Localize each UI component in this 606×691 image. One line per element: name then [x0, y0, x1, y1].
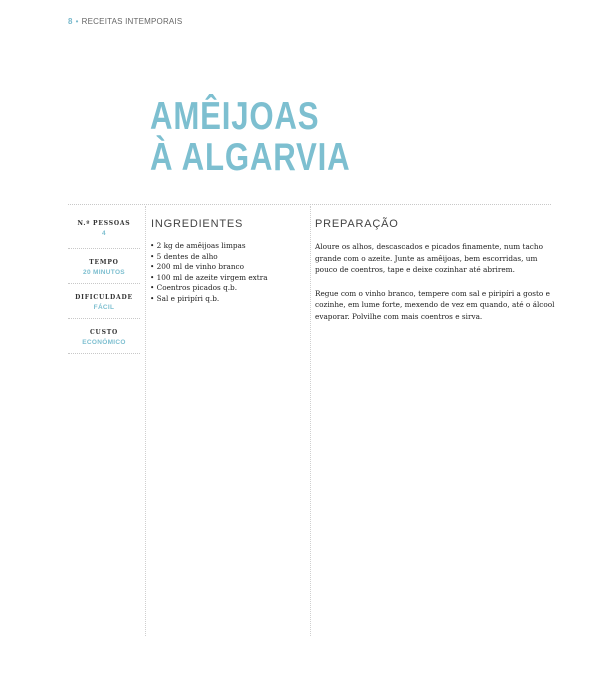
stat-time: [68, 249, 140, 284]
stat-value: 20 MINUTOS: [83, 269, 125, 276]
ingredient-item: • 2 kg de amêijoas limpas: [150, 241, 268, 252]
title-divider: [68, 204, 551, 205]
column-divider-left: [145, 206, 146, 636]
ingredients-heading: INGREDIENTES: [151, 218, 244, 230]
column-divider-right: [310, 206, 311, 636]
stat-value: ECONÓMICO: [82, 339, 126, 346]
stat-difficulty: [68, 284, 140, 319]
stat-label: TEMPO: [89, 259, 119, 266]
stat-label: CUSTO: [89, 329, 119, 336]
preparation-text: [315, 241, 555, 334]
ingredients-list: [150, 241, 268, 304]
recipe-title-line2: À ALGARVIA: [150, 136, 351, 179]
recipe-title: [150, 96, 350, 178]
ingredient-item: • 200 ml de vinho branco: [150, 262, 268, 273]
stat-cost: [68, 319, 140, 354]
running-header: [68, 17, 182, 26]
ingredient-item: • Coentros picados q.b.: [150, 283, 268, 294]
stat-label: DIFICULDADE: [75, 294, 133, 301]
stat-value: 4: [102, 230, 106, 237]
stat-servings: [68, 212, 140, 249]
recipe-title-line1: AMÊIJOAS: [150, 95, 320, 138]
preparation-paragraph: Aloure os alhos, descascados e picados finamente, num tacho grande com o azeite. Junte as amêijoas, bem escorridas, um pouco de coentros, tape e deixe cozinhar até abrirem.: [315, 242, 543, 274]
preparation-heading: PREPARAÇÃO: [315, 218, 399, 230]
preparation-paragraph: Regue com o vinho branco, tempere com sal e piripíri a gosto e cozinhe, em lume forte, mexendo de vez em quando, até o álcool evaporar. Polvilhe com mais coentros e sirva.: [315, 288, 555, 321]
recipe-stats: [68, 212, 140, 354]
stat-value: FÁCIL: [93, 304, 115, 311]
header-separator: •: [75, 17, 79, 26]
section-title: RECEITAS INTEMPORAIS: [81, 17, 183, 26]
ingredient-item: • 5 dentes de alho: [150, 252, 268, 263]
ingredient-item: • Sal e piripíri q.b.: [150, 294, 268, 305]
ingredient-item: • 100 ml de azeite virgem extra: [150, 273, 268, 284]
page-number: 8: [68, 17, 73, 26]
stat-label: N.º PESSOAS: [77, 220, 131, 227]
